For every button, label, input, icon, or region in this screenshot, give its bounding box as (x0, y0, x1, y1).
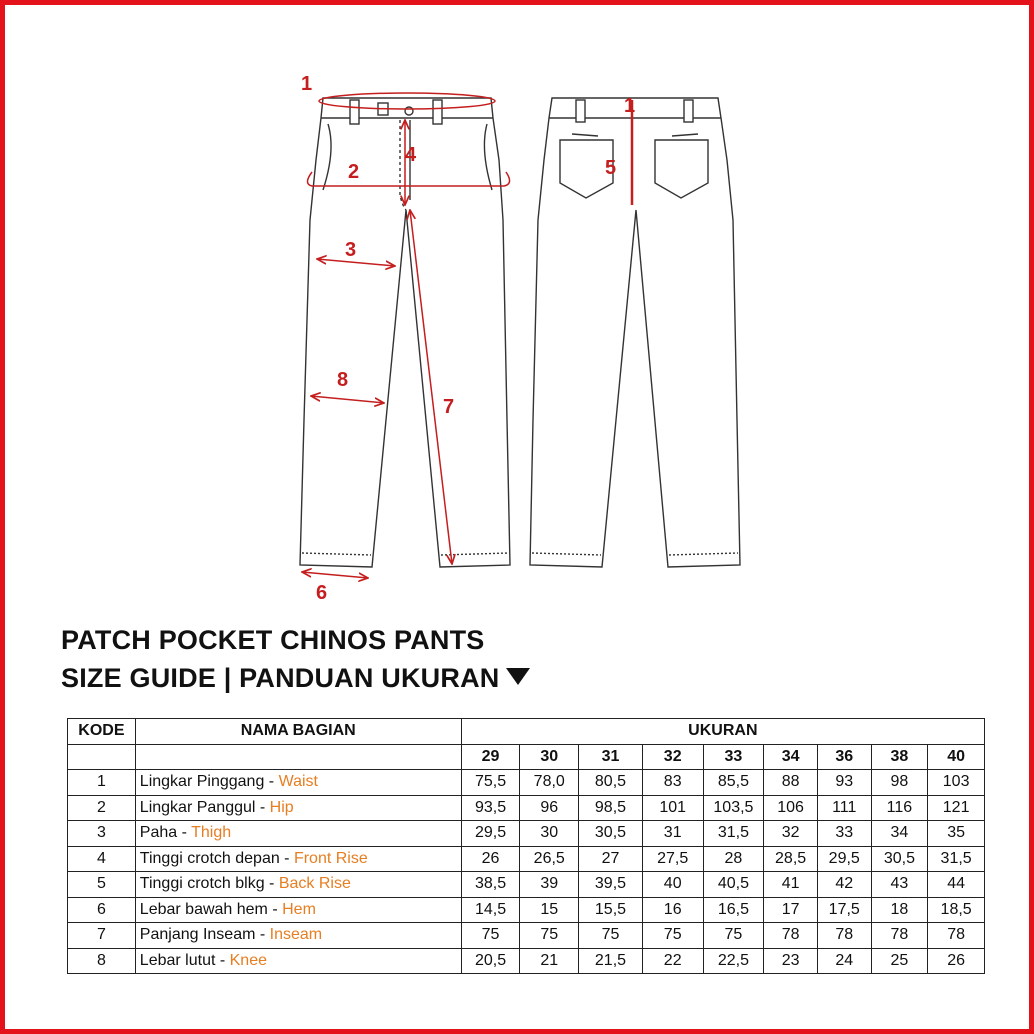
nama-bagian-cell (135, 948, 461, 974)
page-title: PATCH POCKET CHINOS PANTS (61, 625, 485, 655)
back-view-pants (530, 98, 740, 567)
part-name-en: Knee (229, 951, 267, 969)
size-header: 34 (764, 744, 818, 770)
measurement-cell: 21 (520, 948, 579, 974)
measurement-cell: 28,5 (764, 846, 818, 872)
measurement-cell: 75 (579, 923, 643, 949)
table-header-row (68, 719, 985, 745)
marker-label-inseam: 7 (443, 396, 455, 418)
measurement-cell: 20,5 (461, 948, 520, 974)
measurement-cell: 25 (871, 948, 928, 974)
part-name-en: Hip (269, 798, 294, 816)
measurement-cell: 39,5 (579, 872, 643, 898)
measurement-cell: 30 (520, 821, 579, 847)
part-name-en: Thigh (191, 824, 232, 842)
triangle-down-icon (506, 668, 530, 685)
measurement-cell: 42 (817, 872, 871, 898)
table-row (68, 872, 985, 898)
kode-cell: 6 (68, 897, 136, 923)
measurement-cell: 83 (642, 770, 703, 796)
measurement-cell: 17,5 (817, 897, 871, 923)
measurement-cell: 75 (642, 923, 703, 949)
kode-cell: 8 (68, 948, 136, 974)
measurement-cell: 78,0 (520, 770, 579, 796)
size-header: 29 (461, 744, 520, 770)
page-subtitle (61, 663, 530, 694)
part-name-id: Paha - (139, 824, 192, 842)
measurement-cell: 31,5 (928, 846, 985, 872)
measurement-cell: 75 (461, 923, 520, 949)
measurement-cell: 18 (871, 897, 928, 923)
size-header: 33 (703, 744, 764, 770)
measurement-cell: 18,5 (928, 897, 985, 923)
measurement-cell: 31,5 (703, 821, 764, 847)
kode-cell: 5 (68, 872, 136, 898)
measurement-cell: 16 (642, 897, 703, 923)
table-size-row (68, 744, 985, 770)
nama-bagian-cell (135, 872, 461, 898)
part-name-id: Lebar lutut - (139, 951, 230, 969)
table-row (68, 897, 985, 923)
measurement-cell: 96 (520, 795, 579, 821)
part-name-en: Waist (278, 773, 318, 791)
size-header: 40 (928, 744, 985, 770)
nama-bagian-cell (135, 770, 461, 796)
measurement-cell: 111 (817, 795, 871, 821)
measurement-cell: 22 (642, 948, 703, 974)
measurement-cell: 35 (928, 821, 985, 847)
measurement-cell: 78 (928, 923, 985, 949)
measurement-cell: 26,5 (520, 846, 579, 872)
size-header: 31 (579, 744, 643, 770)
marker-label-waist: 1 (301, 73, 313, 95)
measurement-cell: 27 (579, 846, 643, 872)
part-name-id: Lingkar Panggul - (139, 798, 270, 816)
part-name-id: Tinggi crotch depan - (139, 849, 294, 867)
measurement-cell: 78 (764, 923, 818, 949)
size-header: 32 (642, 744, 703, 770)
measurement-cell: 39 (520, 872, 579, 898)
nama-bagian-cell (135, 795, 461, 821)
measurement-cell: 23 (764, 948, 818, 974)
measurement-cell: 27,5 (642, 846, 703, 872)
header-ukuran: UKURAN (461, 719, 984, 745)
empty-cell (135, 744, 461, 770)
nama-bagian-cell (135, 821, 461, 847)
measurement-cell: 22,5 (703, 948, 764, 974)
measurement-cell: 116 (871, 795, 928, 821)
table-row (68, 795, 985, 821)
measurement-cell: 88 (764, 770, 818, 796)
measurement-cell: 30,5 (579, 821, 643, 847)
measurement-cell: 80,5 (579, 770, 643, 796)
measurement-cell: 40,5 (703, 872, 764, 898)
part-name-id: Tinggi crotch blkg - (139, 875, 279, 893)
measurement-cell: 78 (871, 923, 928, 949)
measurement-cell: 29,5 (817, 846, 871, 872)
header-kode: KODE (68, 719, 136, 745)
measurement-cell: 85,5 (703, 770, 764, 796)
measurement-cell: 44 (928, 872, 985, 898)
marker-label-front-rise: 4 (405, 144, 417, 166)
marker-label-thigh: 3 (345, 239, 357, 261)
header-nama-bagian: NAMA BAGIAN (135, 719, 461, 745)
measurement-cell: 98,5 (579, 795, 643, 821)
measurement-cell: 29,5 (461, 821, 520, 847)
measurement-cell: 31 (642, 821, 703, 847)
marker-label-back-waist: 1 (624, 95, 636, 117)
measurement-cell: 28 (703, 846, 764, 872)
table-row (68, 770, 985, 796)
measurement-cell: 103 (928, 770, 985, 796)
kode-cell: 4 (68, 846, 136, 872)
marker-label-hip: 2 (348, 161, 360, 183)
measurement-cell: 93,5 (461, 795, 520, 821)
empty-cell (68, 744, 136, 770)
measurement-cell: 75,5 (461, 770, 520, 796)
measurement-cell: 21,5 (579, 948, 643, 974)
part-name-en: Back Rise (278, 875, 351, 893)
table-body (68, 770, 985, 974)
measurement-cell: 98 (871, 770, 928, 796)
table-row (68, 923, 985, 949)
size-header: 36 (817, 744, 871, 770)
measurement-cell: 40 (642, 872, 703, 898)
measurement-cell: 15 (520, 897, 579, 923)
table-row (68, 821, 985, 847)
measurement-cell: 30,5 (871, 846, 928, 872)
measurement-cell: 16,5 (703, 897, 764, 923)
hem-measure-line (302, 572, 368, 578)
table-row (68, 948, 985, 974)
kode-cell: 2 (68, 795, 136, 821)
measurement-cell: 101 (642, 795, 703, 821)
table-row (68, 846, 985, 872)
part-name-en: Front Rise (293, 849, 368, 867)
measurement-cell: 14,5 (461, 897, 520, 923)
measurement-cell: 17 (764, 897, 818, 923)
part-name-en: Hem (282, 900, 316, 918)
marker-label-back-rise: 5 (605, 157, 617, 179)
measurement-cell: 78 (817, 923, 871, 949)
measurement-cell: 24 (817, 948, 871, 974)
part-name-id: Lingkar Pinggang - (139, 773, 279, 791)
size-header: 38 (871, 744, 928, 770)
measurement-cell: 33 (817, 821, 871, 847)
subtitle-text: SIZE GUIDE | PANDUAN UKURAN (61, 663, 500, 693)
nama-bagian-cell (135, 897, 461, 923)
measurement-cell: 75 (703, 923, 764, 949)
kode-cell: 7 (68, 923, 136, 949)
measurement-cell: 26 (928, 948, 985, 974)
measurement-cell: 32 (764, 821, 818, 847)
measurement-cell: 34 (871, 821, 928, 847)
measurement-cell: 15,5 (579, 897, 643, 923)
kode-cell: 1 (68, 770, 136, 796)
marker-label-hem: 6 (316, 582, 328, 604)
size-table (67, 718, 985, 974)
part-name-id: Lebar bawah hem - (139, 900, 283, 918)
measurement-cell: 103,5 (703, 795, 764, 821)
measurement-cell: 93 (817, 770, 871, 796)
measurement-cell: 75 (520, 923, 579, 949)
measurement-cell: 41 (764, 872, 818, 898)
measurement-cell: 121 (928, 795, 985, 821)
nama-bagian-cell (135, 846, 461, 872)
part-name-en: Inseam (269, 926, 323, 944)
part-name-id: Panjang Inseam - (139, 926, 270, 944)
kode-cell: 3 (68, 821, 136, 847)
nama-bagian-cell (135, 923, 461, 949)
marker-label-knee: 8 (337, 369, 349, 391)
size-header: 30 (520, 744, 579, 770)
measurement-cell: 43 (871, 872, 928, 898)
measurement-cell: 26 (461, 846, 520, 872)
measurement-cell: 106 (764, 795, 818, 821)
measurement-cell: 38,5 (461, 872, 520, 898)
